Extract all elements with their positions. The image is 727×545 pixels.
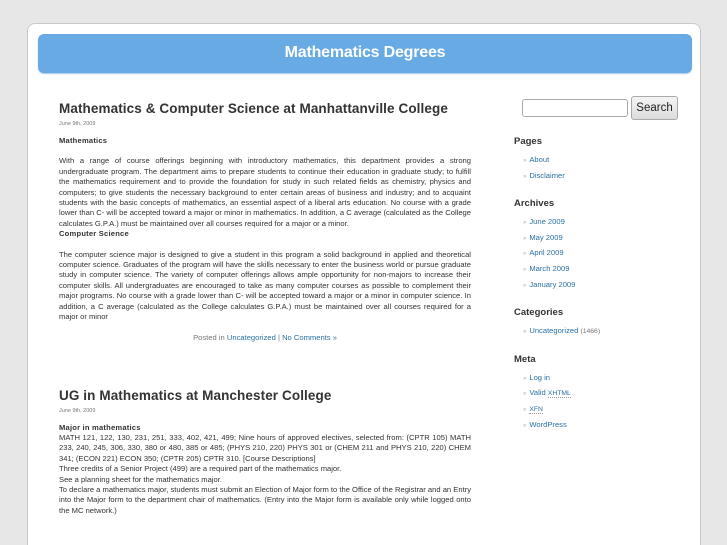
valid-xhtml-link[interactable] [529, 388, 571, 397]
bullet-icon: » [523, 173, 527, 180]
bullet-icon: » [523, 422, 527, 429]
category-count: (1466) [580, 328, 601, 336]
xfn-abbr: XFN [529, 405, 543, 413]
bullet-icon: » [523, 220, 527, 227]
archive-link[interactable]: May 2009 [529, 232, 563, 242]
search-form [522, 96, 694, 120]
meta-separator: | [277, 332, 280, 342]
comments-link[interactable]: No Comments » [282, 332, 337, 342]
section-body: The computer science major is designed to give a student in this program a solid background in applied and theoretical computer science. Graduates of the program will have the skills necessary to enter the business world or pursue graduate study in computer science. The variety of computer offerings allows ample opportunity for non-majors to increase their computer skills. All undergraduates are encouraged to take as many computer courses as possible to complement their major programs. No course with a grade lower than C- will be accepted toward a major or a minor in computer science. In addition, a C average (calculated as the College calculates G.P.A.) must be maintained over all courses required for a major or minor [59, 249, 471, 322]
page-container [27, 23, 701, 545]
login-link[interactable]: Log in [529, 372, 551, 382]
list-item [523, 153, 694, 169]
bullet-icon: » [523, 329, 527, 336]
post-entry [59, 423, 471, 517]
category-link[interactable]: Uncategorized [226, 332, 276, 342]
post-meta [59, 333, 471, 343]
page-link-disclaimer[interactable]: Disclaimer [529, 170, 565, 180]
post-title[interactable]: UG in Mathematics at Manchester College [59, 387, 332, 403]
main-content [59, 100, 471, 545]
bullet-icon: » [523, 251, 527, 258]
archive-link[interactable]: April 2009 [529, 248, 564, 258]
post [59, 387, 471, 517]
archive-link[interactable]: January 2009 [529, 279, 576, 289]
search-input[interactable] [522, 99, 628, 117]
xhtml-abbr: XHTML [547, 390, 571, 398]
list-item [523, 278, 694, 294]
bullet-icon: » [523, 391, 527, 398]
archive-link[interactable]: June 2009 [529, 217, 565, 227]
entry-line: MATH 121, 122, 130, 231, 251, 333, 402, 421, 499; Nine hours of approved electives, selected from: (CPTR 105) MATH 233, 240, 245, 306, 330, 380 or 480, 385 or 485; (PHYS 210, 220) PHYS 301 or (CHEM 211 and PHYS 210, 220) CHEM 341; (ECON 221) ECON 350; (CPTR 205) CPTR 310. [Course Descriptions] [59, 432, 471, 463]
list-item [523, 231, 694, 247]
section-heading: Major in mathematics [59, 422, 141, 432]
bullet-icon: » [523, 282, 527, 289]
page-link-about[interactable]: About [529, 155, 550, 164]
widget-title: Archives [514, 198, 555, 210]
list-item [523, 215, 694, 231]
post-date: June 9th, 2009 [59, 407, 96, 414]
posted-in-label: Posted in [193, 332, 225, 342]
widget-categories [514, 307, 694, 340]
widget-archives [514, 198, 694, 293]
list-item [523, 402, 694, 418]
list-item [523, 262, 694, 278]
widget-pages [514, 136, 694, 184]
list-item [523, 371, 694, 387]
list-item [523, 418, 694, 434]
section-heading: Mathematics [59, 136, 108, 145]
list-item [523, 386, 694, 402]
list-item [523, 169, 694, 185]
widget-title: Categories [514, 307, 564, 319]
bullet-icon: » [523, 235, 527, 242]
section-body: With a range of course offerings beginning with introductory mathematics, this department provides a strong undergraduate program. The department aims to prepare students to continue their education in graduate study; to fulfill the mathematics requirement and to provide the foundation for study in such related fields as chemistry, physics and computers; to give students the necessary background to enter certain areas of business and industry; and to acquaint students with the basic concepts of mathematics, an essential aspect of a liberal arts education. No course with a grade lower than C- will be accepted toward a major or minor in mathematics. In addition, a C average (calculated as the College calculates G.P.A.) must be maintained over all courses required for a major or a minor. [59, 156, 471, 228]
widget-meta [514, 354, 694, 433]
bullet-icon: » [523, 375, 527, 382]
site-header [38, 34, 692, 73]
search-button[interactable]: Search [631, 96, 678, 120]
archive-link[interactable]: March 2009 [529, 263, 570, 273]
category-link[interactable]: Uncategorized [529, 326, 579, 336]
bullet-icon: » [523, 158, 527, 164]
post-date: June 9th, 2009 [59, 121, 96, 127]
site-title[interactable]: Mathematics Degrees [284, 44, 446, 61]
entry-line: See a planning sheet for the mathematics major. [59, 474, 222, 484]
section-heading: Computer Science [59, 229, 129, 239]
sidebar [514, 96, 694, 433]
bullet-icon: » [523, 406, 527, 413]
post [59, 100, 471, 343]
post-title[interactable]: Mathematics & Computer Science at Manhattanville College [59, 101, 448, 116]
list-item [523, 246, 694, 262]
wordpress-link[interactable]: WordPress [529, 419, 567, 429]
valid-prefix: Valid [529, 388, 546, 398]
entry-line: Three credits of a Senior Project (499) are a required part of the mathematics major. [59, 464, 342, 474]
xfn-link[interactable] [529, 404, 543, 413]
widget-title: Meta [514, 353, 536, 365]
bullet-icon: » [523, 266, 527, 273]
post-entry [59, 136, 471, 323]
entry-line: To declare a mathematics major, students must submit an Election of Major form to the Office of the Registrar and an Entry into the Major form to the department chair of mathematics. (Entry into the Major form is available only while logged onto the MC network.) [59, 484, 471, 515]
list-item [523, 324, 694, 340]
widget-title: Pages [514, 136, 542, 147]
